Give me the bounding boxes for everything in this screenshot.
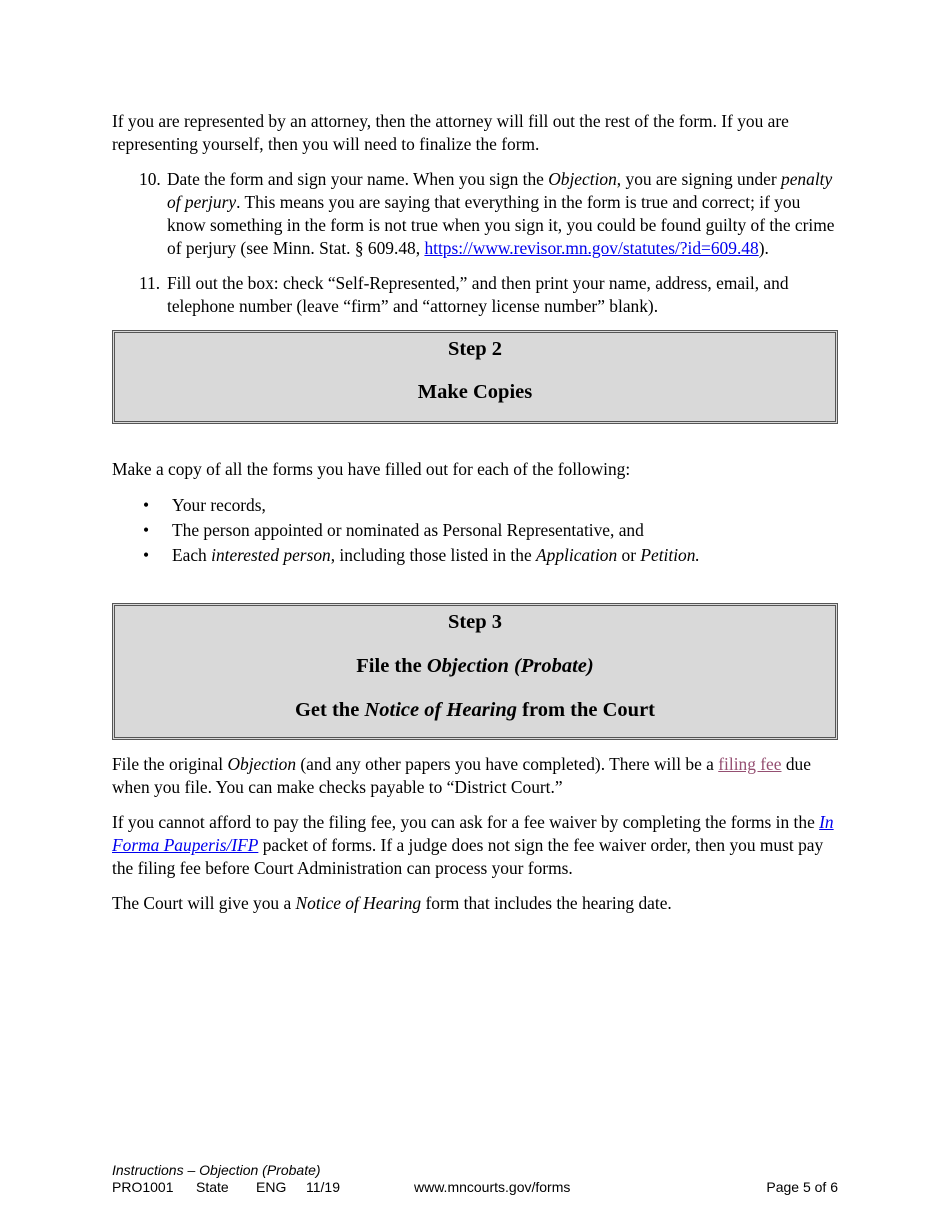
filing-fee-link[interactable]: filing fee bbox=[718, 754, 782, 774]
intro-paragraph: If you are represented by an attorney, then the attorney will fill out the rest of the form. If you are representing yourself, then you will need to finalize the form. bbox=[112, 111, 789, 154]
step-2-subtitle: Make Copies bbox=[417, 381, 533, 403]
footer-language: ENG bbox=[256, 1179, 287, 1195]
step-3-subtitle: File the Objection (Probate) bbox=[356, 655, 594, 677]
step-2-box bbox=[112, 330, 838, 424]
step-2-title: Step 2 bbox=[447, 338, 503, 360]
fee-waiver-paragraph: If you cannot afford to pay the filing fee, you can ask for a fee waiver by completing the forms in the In Forma Pauperis/IFP packet of forms. If a judge does not sign the fee waiver order, then you must pay the filing fee before Court Administration can process your forms. bbox=[112, 812, 834, 878]
page-footer bbox=[112, 1162, 838, 1196]
list-number: 10. bbox=[139, 169, 161, 189]
footer-form-code: PRO1001 bbox=[112, 1179, 174, 1195]
footer-doc-title: Instructions – Objection (Probate) bbox=[112, 1162, 321, 1178]
copy-paragraph: Make a copy of all the forms you have filled out for each of the following: bbox=[112, 459, 631, 479]
bullet-icon: • bbox=[143, 520, 150, 540]
footer-date: 11/19 bbox=[306, 1179, 340, 1195]
footer-page-number: Page 5 of 6 bbox=[766, 1179, 838, 1195]
list-item: • The person appointed or nominated as Personal Representative, and bbox=[112, 518, 838, 543]
list-item-10: 10. Date the form and sign your name. When you sign the Objection, you are signing under penalty of perjury. This means you are saying that everything in the form is true and correct; if you know something in the form is not true when you sign it, you could be found guilty of the crime of perjury (see Minn. Stat. § 609.48, https://www.revisor.mn.gov/statutes/?id=609.48). bbox=[139, 169, 835, 258]
list-item-11: 11. Fill out the box: check “Self-Represented,” and then print your name, address, email, and telephone number (leave “firm” and “attorney license number” blank). bbox=[139, 273, 789, 316]
list-number: 11. bbox=[139, 273, 161, 293]
notice-paragraph: The Court will give you a Notice of Hearing form that includes the hearing date. bbox=[112, 893, 672, 913]
footer-state: State bbox=[196, 1179, 229, 1195]
list-item: • Each interested person, including those listed in the Application or Petition. bbox=[112, 543, 838, 568]
page-content bbox=[112, 110, 838, 915]
footer-website: www.mncourts.gov/forms bbox=[414, 1179, 571, 1195]
step-3-subtitle-2: Get the Notice of Hearing from the Court bbox=[294, 699, 655, 721]
ifp-link[interactable]: In Forma Pauperis/IFP bbox=[112, 812, 834, 855]
file-paragraph: File the original Objection (and any other papers you have completed). There will be a filing fee due when you file. You can make checks payable to “District Court.” bbox=[112, 754, 811, 797]
list-item: • Your records, bbox=[112, 493, 838, 518]
statute-link[interactable]: https://www.revisor.mn.gov/statutes/?id=609.48 bbox=[424, 238, 759, 258]
bullet-icon: • bbox=[143, 545, 150, 565]
instruction-list bbox=[112, 168, 838, 318]
step-3-title: Step 3 bbox=[447, 611, 503, 633]
copy-list bbox=[112, 493, 838, 568]
bullet-icon: • bbox=[143, 495, 150, 515]
footer-row bbox=[112, 1179, 838, 1196]
step-3-box bbox=[112, 603, 838, 740]
